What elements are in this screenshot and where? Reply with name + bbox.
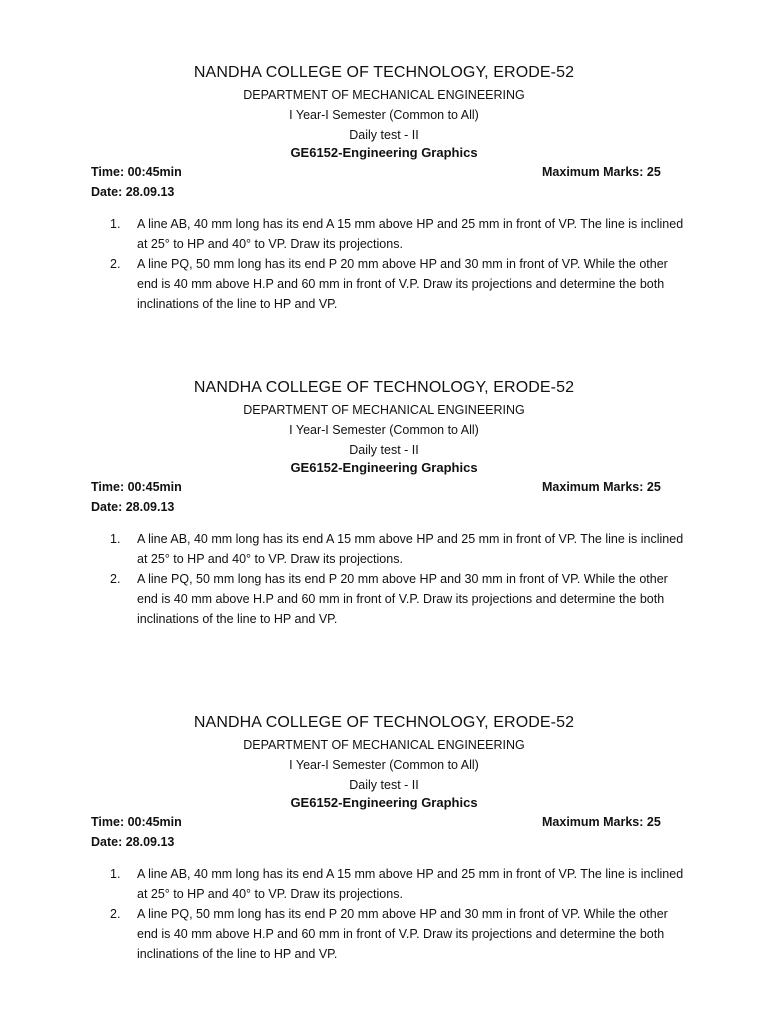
department-heading: DEPARTMENT OF MECHANICAL ENGINEERING bbox=[243, 403, 525, 417]
date-label: Date: 28.09.13 bbox=[91, 500, 175, 514]
question-number: 2. bbox=[110, 907, 121, 921]
test-heading: Daily test - II bbox=[349, 778, 419, 792]
question-number: 2. bbox=[110, 257, 121, 271]
question-list bbox=[110, 864, 685, 964]
question-list bbox=[110, 529, 685, 629]
question-item bbox=[110, 569, 685, 629]
college-title: NANDHA COLLEGE OF TECHNOLOGY, ERODE-52 bbox=[193, 379, 575, 396]
semester-heading: I Year-I Semester (Common to All) bbox=[289, 108, 479, 122]
time-label: Time: 00:45min bbox=[91, 480, 182, 494]
date-label: Date: 28.09.13 bbox=[91, 185, 175, 199]
question-text: A line AB, 40 mm long has its end A 15 mm above HP and 25 mm in front of VP. The line is inclined at 25° to HP and 40° to VP. Draw its projections. bbox=[137, 217, 684, 251]
question-text: A line AB, 40 mm long has its end A 15 mm above HP and 25 mm in front of VP. The line is inclined at 25° to HP and 40° to VP. Draw its projections. bbox=[137, 532, 684, 566]
question-item bbox=[110, 864, 685, 904]
question-text: A line PQ, 50 mm long has its end P 20 mm above HP and 30 mm in front of VP. While the other end is 40 mm above H.P and 60 mm in front of V.P. Draw its projections and determine the both inclinations of the line to HP and VP. bbox=[137, 907, 668, 961]
max-marks-label: Maximum Marks: 25 bbox=[542, 815, 661, 829]
subject-heading: GE6152-Engineering Graphics bbox=[290, 795, 478, 810]
department-heading: DEPARTMENT OF MECHANICAL ENGINEERING bbox=[243, 738, 525, 752]
subject-heading: GE6152-Engineering Graphics bbox=[290, 145, 478, 160]
semester-heading: I Year-I Semester (Common to All) bbox=[289, 423, 479, 437]
semester-heading: I Year-I Semester (Common to All) bbox=[289, 758, 479, 772]
test-heading: Daily test - II bbox=[349, 128, 419, 142]
question-item bbox=[110, 254, 685, 314]
test-heading: Daily test - II bbox=[349, 443, 419, 457]
subject-heading: GE6152-Engineering Graphics bbox=[290, 460, 478, 475]
question-item bbox=[110, 529, 685, 569]
question-number: 1. bbox=[110, 532, 121, 546]
time-label: Time: 00:45min bbox=[91, 165, 182, 179]
question-number: 1. bbox=[110, 867, 121, 881]
question-list bbox=[110, 214, 685, 314]
time-label: Time: 00:45min bbox=[91, 815, 182, 829]
question-item bbox=[110, 214, 685, 254]
question-text: A line AB, 40 mm long has its end A 15 mm above HP and 25 mm in front of VP. The line is inclined at 25° to HP and 40° to VP. Draw its projections. bbox=[137, 867, 684, 901]
question-number: 2. bbox=[110, 572, 121, 586]
max-marks-label: Maximum Marks: 25 bbox=[542, 165, 661, 179]
college-title: NANDHA COLLEGE OF TECHNOLOGY, ERODE-52 bbox=[193, 64, 575, 81]
date-label: Date: 28.09.13 bbox=[91, 835, 175, 849]
question-number: 1. bbox=[110, 217, 121, 231]
question-text: A line PQ, 50 mm long has its end P 20 mm above HP and 30 mm in front of VP. While the other end is 40 mm above H.P and 60 mm in front of V.P. Draw its projections and determine the both inclinations of the line to HP and VP. bbox=[137, 572, 668, 626]
question-item bbox=[110, 904, 685, 964]
question-text: A line PQ, 50 mm long has its end P 20 mm above HP and 30 mm in front of VP. While the other end is 40 mm above H.P and 60 mm in front of V.P. Draw its projections and determine the both inclinations of the line to HP and VP. bbox=[137, 257, 668, 311]
college-title: NANDHA COLLEGE OF TECHNOLOGY, ERODE-52 bbox=[193, 714, 575, 731]
max-marks-label: Maximum Marks: 25 bbox=[542, 480, 661, 494]
department-heading: DEPARTMENT OF MECHANICAL ENGINEERING bbox=[243, 88, 525, 102]
